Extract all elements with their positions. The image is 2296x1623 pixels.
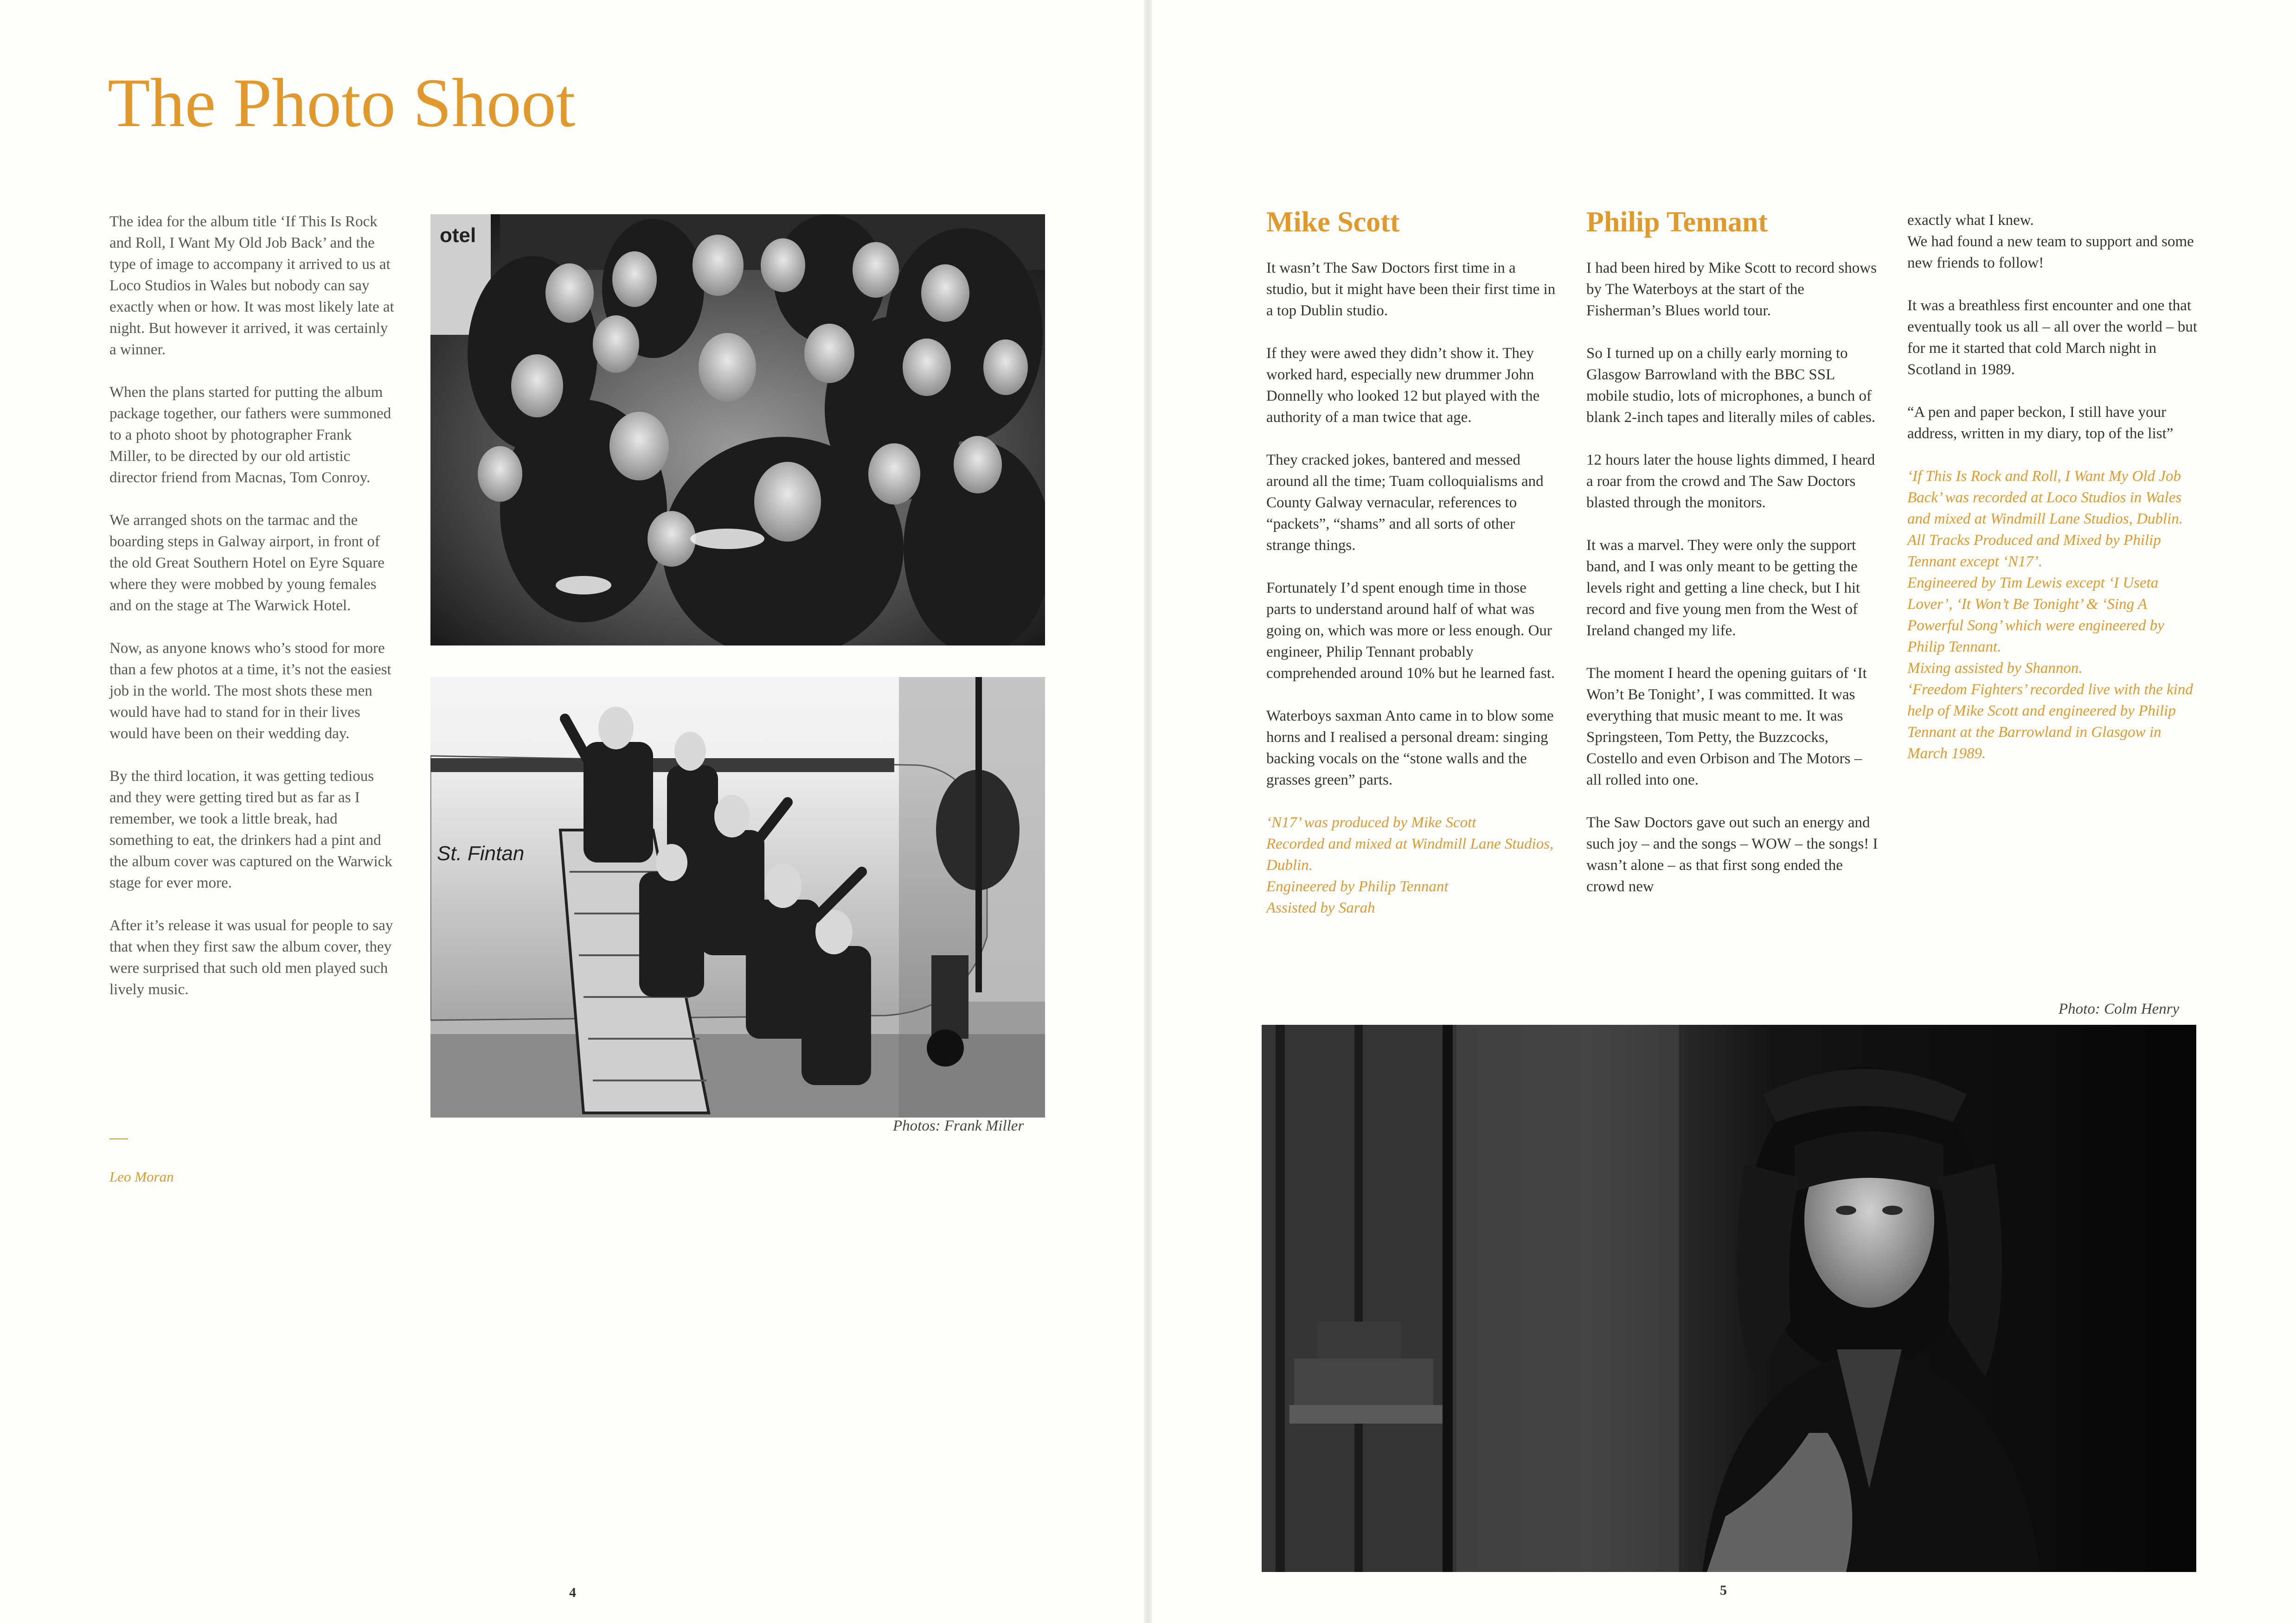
philip-tennant-column — [1586, 257, 1879, 897]
photo-portrait — [1262, 1025, 2196, 1572]
paragraph: If they were awed they didn’t show it. They worked hard, especially new drummer John Donnelly who looked 12 but played with the authority of a man twice that age. — [1266, 345, 1540, 426]
paragraph: 12 hours later the house lights dimmed, I heard a roar from the crowd and The Saw Doctors blasted through the monitors. — [1586, 452, 1875, 511]
paragraph: By the third location, it was getting tedious and they were getting tired but as far as I remember, we took a little break, had something to eat, the drinkers had a pint and the album cover was captured on the Warwick stage for ever more. — [109, 768, 392, 891]
credits-n17 — [1266, 812, 1558, 919]
author-divider — [109, 1138, 128, 1139]
plane-name-text: St. Fintan — [437, 842, 525, 865]
paragraph: Waterboys saxman Anto came in to blow some horns and I realised a personal dream: singing backing vocals on the “stone walls and the grasses green” parts. — [1266, 708, 1554, 788]
credit-line: Recorded and mixed at Windmill Lane Studios, Dublin. — [1266, 836, 1554, 874]
page-title: The Photo Shoot — [108, 64, 576, 141]
article-column — [109, 211, 397, 1022]
heading-philip-tennant: Philip Tennant — [1586, 206, 1768, 238]
credits-album — [1907, 466, 2204, 764]
hotel-sign-text: otel — [440, 224, 476, 247]
credit-line: All Tracks Produced and Mixed by Philip Tennant except ‘N17’. — [1907, 532, 2161, 570]
philip-tennant-column-continued — [1907, 210, 2204, 764]
page-number-5: 5 — [1720, 1583, 1727, 1598]
photo-caption-colm-henry: Photo: Colm Henry — [2059, 1001, 2180, 1017]
credit-line: ‘If This Is Rock and Roll, I Want My Old Job Back’ was recorded at Loco Studios in Wales and mixed at Windmill Lane Studios, Dublin. — [1907, 468, 2183, 527]
credit-line: Engineered by Tim Lewis except ‘I Useta Lover’, ‘It Won’t Be Tonight’ & ‘Sing A Powerful Song’ which were engineered by Philip Tennant. — [1907, 575, 2164, 655]
credit-line: ‘N17’ was produced by Mike Scott — [1266, 814, 1476, 831]
paragraph: Fortunately I’d spent enough time in those parts to understand around half of what was going on, which was more or less enough. Our engineer, Philip Tennant probably comprehended around 10% but he learned fast. — [1266, 580, 1555, 682]
heading-mike-scott: Mike Scott — [1266, 206, 1400, 238]
credit-line: Mixing assisted by Shannon. — [1907, 660, 2083, 677]
paragraph: So I turned up on a chilly early morning to Glasgow Barrowland with the BBC SSL mobile studio, lots of microphones, a bunch of blank 2-inch tapes and literally miles of cables. — [1586, 345, 1876, 426]
paragraph: It wasn’t The Saw Doctors first time in a studio, but it might have been their first time in a top Dublin studio. — [1266, 260, 1556, 319]
paragraph: The Saw Doctors gave out such an energy and such joy – and the songs – WOW – the songs! I wasn’t alone – as that first song ended the crowd new — [1586, 814, 1878, 895]
credit-line: ‘Freedom Fighters’ recorded live with the kind help of Mike Scott and engineered by Philip Tennant at the Barrowland in Glasgow in March 1989. — [1907, 681, 2193, 762]
paragraph-quote: “A pen and paper beckon, I still have your address, written in my diary, top of the list” — [1907, 404, 2174, 442]
paragraph: It was a breathless first encounter and one that eventually took us all – all over the world – but for me it started that cold March night in Scotland in 1989. — [1907, 297, 2198, 378]
photo-crowd-hotel — [430, 214, 1045, 645]
paragraph: Now, as anyone knows who’s stood for more than a few photos at a time, it’s not the easiest job in the world. The most shots these men would have had to stand for in their lives would have been on their wedding day. — [109, 640, 391, 742]
paragraph-continued: exactly what I knew. We had found a new team to support and some new friends to follow! — [1907, 212, 2194, 271]
photo-plane-steps — [430, 677, 1045, 1118]
paragraph: I had been hired by Mike Scott to record shows by The Waterboys at the start of the Fisherman’s Blues world tour. — [1586, 260, 1877, 319]
author-name: Leo Moran — [109, 1169, 174, 1185]
page-number-4: 4 — [569, 1585, 576, 1600]
credit-line: Assisted by Sarah — [1266, 900, 1375, 916]
photo-caption-frank-miller: Photos: Frank Miller — [893, 1118, 1024, 1134]
mike-scott-column — [1266, 257, 1558, 919]
paragraph: The moment I heard the opening guitars of ‘It Won’t Be Tonight’, I was committed. It was everything that music meant to me. It was Springsteen, Tom Petty, the Buzzcocks, Costello and even Orbison and The Motors – all rolled into one. — [1586, 665, 1867, 788]
page-gutter — [1144, 0, 1152, 1623]
paragraph: It was a marvel. They were only the support band, and I was only meant to be getting the levels right and getting a line check, but I hit record and five young men from the West of Ireland changed my life. — [1586, 537, 1860, 639]
paragraph: They cracked jokes, bantered and messed around all the time; Tuam colloquialisms and County Galway vernacular, references to “packets”, “shams” and all sorts of other strange things. — [1266, 452, 1544, 554]
paragraph: The idea for the album title ‘If This Is Rock and Roll, I Want My Old Job Back’ and the type of image to accompany it arrived to us at Loco Studios in Wales but nobody can say exactly when or how. It was most likely late at night. But however it arrived, it was certainly a winner. — [109, 213, 394, 358]
credit-line: Engineered by Philip Tennant — [1266, 878, 1449, 895]
paragraph: After it’s release it was usual for people to say that when they first saw the album cover, they were surprised that such old men played such lively music. — [109, 917, 393, 998]
paragraph: We arranged shots on the tarmac and the boarding steps in Galway airport, in front of the old Great Southern Hotel on Eyre Square where they were mobbed by young females and on the stage at The Warwick Hotel. — [109, 512, 385, 614]
paragraph: When the plans started for putting the album package together, our fathers were summoned to a photo shoot by photographer Frank Miller, to be directed by our old artistic director friend from Macnas, Tom Conroy. — [109, 384, 391, 486]
